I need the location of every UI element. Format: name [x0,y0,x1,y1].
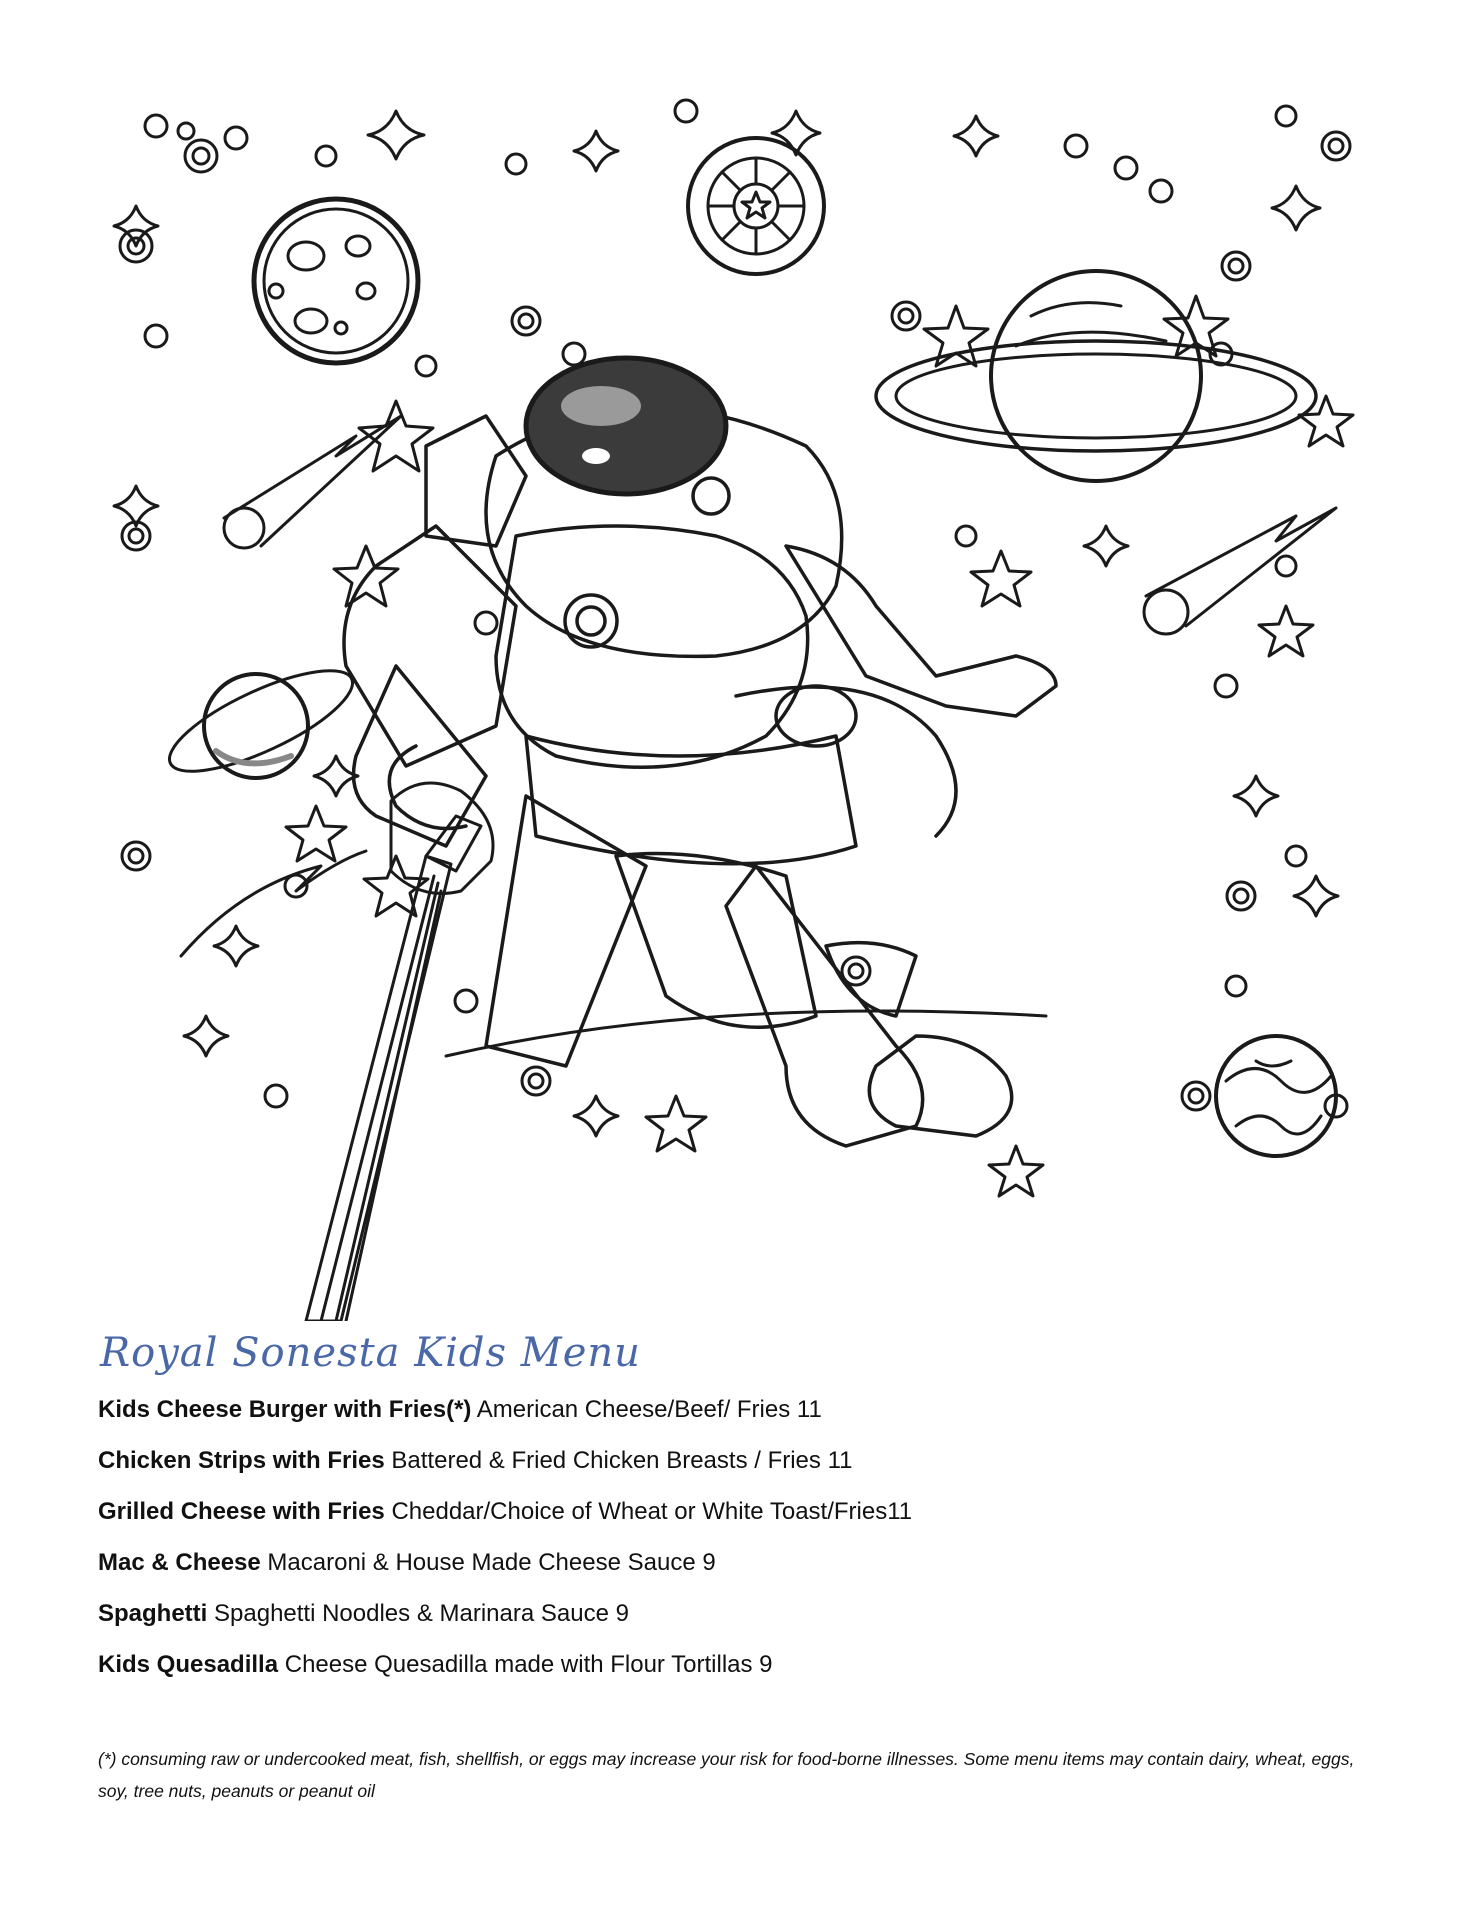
astronaut-coloring-illustration [96,96,1386,1321]
menu-item [98,1650,1398,1701]
menu-item-name: Mac & Cheese [98,1549,261,1576]
cratered-planet-icon [254,199,418,363]
menu-item [98,1497,1398,1548]
menu-item [98,1599,1398,1650]
menu-item-name: Chicken Strips with Fries [98,1447,385,1474]
menu-item [98,1548,1398,1599]
menu-item-name: Kids Quesadilla [98,1651,279,1678]
swirl-planet-icon [1216,1036,1336,1156]
menu-title: Royal Sonesta Kids Menu [100,1330,641,1376]
small-ringed-planet-icon [158,652,365,791]
menu-item [98,1395,1398,1446]
menu-item-description: Macaroni & House Made Cheese Sauce 9 [267,1549,716,1576]
astronaut-figure [344,358,1056,1146]
menu-item-name: Spaghetti [98,1600,208,1627]
menu-item-description: Cheddar/Choice of Wheat or White Toast/Fries11 [391,1498,913,1525]
ringed-planet-icon [876,271,1316,481]
menu-item-list [98,1395,1398,1701]
menu-item-name: Kids Cheese Burger with Fries(*) [98,1396,472,1423]
sparkle-icons [114,111,1338,1136]
horizon-line [446,1011,1046,1056]
menu-item [98,1446,1398,1497]
menu-item-description: Battered & Fried Chicken Breasts / Fries 11 [391,1447,853,1474]
allergy-disclaimer: (*) consuming raw or undercooked meat, fish, shellfish, or eggs may increase your risk for food-borne illnesses. Some menu items may contain dairy, wheat, eggs, soy, tree nuts, peanuts or peanut oil [98,1749,1355,1801]
bubble-icons [120,100,1350,1117]
menu-item-description: Cheese Quesadilla made with Flour Tortillas 9 [284,1651,773,1678]
menu-item-description: American Cheese/Beef/ Fries 11 [476,1396,822,1423]
menu-item-description: Spaghetti Noodles & Marinara Sauce 9 [214,1600,629,1627]
wheel-planet-icon [688,138,824,274]
comet-icons [181,416,1336,956]
menu-item-name: Grilled Cheese with Fries [98,1498,385,1525]
